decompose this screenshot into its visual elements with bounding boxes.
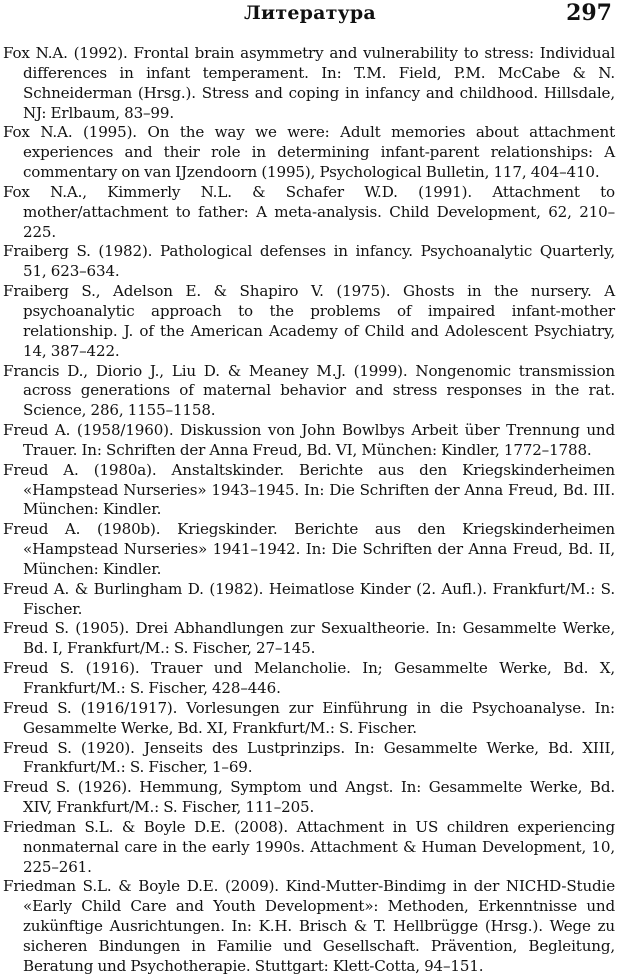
reference-list bbox=[3, 44, 615, 977]
reference-entry: Fox N.A., Kimmerly N.L. & Schafer W.D. (1991). Attachment to mother/attachment to father: A meta-analysis. Child Development, 62, 210–225. bbox=[3, 182, 615, 241]
reference-entry: Francis D., Diorio J., Liu D. & Meaney M.J. (1999). Nongenomic transmission across generations of maternal behavior and stress responses in the rat. Science, 286, 1155–1158. bbox=[3, 361, 615, 420]
reference-entry: Friedman S.L. & Boyle D.E. (2009). Kind-Mutter-Bindimg in der NICHD-Studie «Early Child Care and Youth Development»: Methoden, Erkenntnisse und zukünftige Ausrichtungen. In: K.H. Brisch & T. Hellbrügge (Hrsg.). Wege zu sicheren Bindungen in Familie und Gesellschaft. Prävention, Begleitung, Beratung und Psychotherapie. Stuttgart: Klett-Cotta, 94–151. bbox=[3, 877, 615, 975]
reference-entry: Freud A. (1958/1960). Diskussion von John Bowlbys Arbeit über Trennung und Trauer. In: Schriften der Anna Freud, Bd. VI, München: Kindler, 1772–1788. bbox=[3, 421, 615, 459]
reference-entry: Fox N.A. (1992). Frontal brain asymmetry and vulnerability to stress: Individual differences in infant temperament. In: T.M. Field, P.M. McCabe & N. Schneiderman (Hrsg.). Stress and coping in infancy and childhood. Hillsdale, NJ: Erlbaum, 83–99. bbox=[3, 44, 615, 122]
reference-entry: Freud A. & Burlingham D. (1982). Heimatlose Kinder (2. Aufl.). Frankfurt/M.: S. Fischer. bbox=[3, 579, 615, 618]
reference-entry: Friedman S.L. & Boyle D.E. (2008). Attachment in US children experiencing nonmaternal care in the early 1990s. Attachment & Human Development, 10, 225–261. bbox=[3, 817, 615, 876]
reference-entry: Fraiberg S. (1982). Pathological defenses in infancy. Psychoanalytic Quarterly, 51, 623–634. bbox=[3, 242, 615, 281]
page-header bbox=[0, 0, 620, 36]
reference-entry: Freud A. (1980b). Kriegskinder. Berichte aus den Kriegskinderheimen «Hampstead Nurseries» 1941–1942. In: Die Schriften der Anna Freud, Bd. II, München: Kindler. bbox=[3, 520, 615, 578]
reference-entry: Freud S. (1905). Drei Abhandlungen zur Sexualtheorie. In: Gesammelte Werke, Bd. I, Frankfurt/M.: S. Fischer, 27–145. bbox=[3, 619, 615, 658]
reference-entry: Freud S. (1920). Jenseits des Lustprinzips. In: Gesammelte Werke, Bd. XIII, Frankfurt/M.: S. Fischer, 1–69. bbox=[3, 738, 615, 777]
reference-entry: Fox N.A. (1995). On the way we were: Adult memories about attachment experiences and their role in determining infant-parent relationships: A commentary on van IJzendoorn (1995), Psychological Bulletin, 117, 404–410. bbox=[3, 123, 615, 182]
reference-entry: Freud A. (1980a). Anstaltskinder. Berichte aus den Kriegskinderheimen «Hampstead Nurseries» 1943–1945. In: Die Schriften der Anna Freud, Bd. III. München: Kindler. bbox=[3, 460, 615, 519]
reference-entry: Fraiberg S., Adelson E. & Shapiro V. (1975). Ghosts in the nursery. A psychoanalytic approach to the problems of impaired infant-mother relationship. J. of the American Academy of Child and Adolescent Psychiatry, 14, 387–422. bbox=[3, 282, 615, 360]
running-title: Литература bbox=[244, 2, 376, 24]
reference-entry: Freud S. (1916/1917). Vorlesungen zur Einführung in die Psychoanalyse. In: Gesammelte Werke, Bd. XI, Frankfurt/M.: S. Fischer. bbox=[3, 698, 615, 737]
page-number: 297 bbox=[566, 0, 612, 26]
reference-entry: Freud S. (1926). Hemmung, Symptom und Angst. In: Gesammelte Werke, Bd. XIV, Frankfurt/M.: S. Fischer, 111–205. bbox=[3, 778, 615, 817]
reference-entry: Freud S. (1916). Trauer und Melancholie. In; Gesammelte Werke, Bd. X, Frankfurt/M.: S. Fischer, 428–446. bbox=[3, 659, 615, 697]
